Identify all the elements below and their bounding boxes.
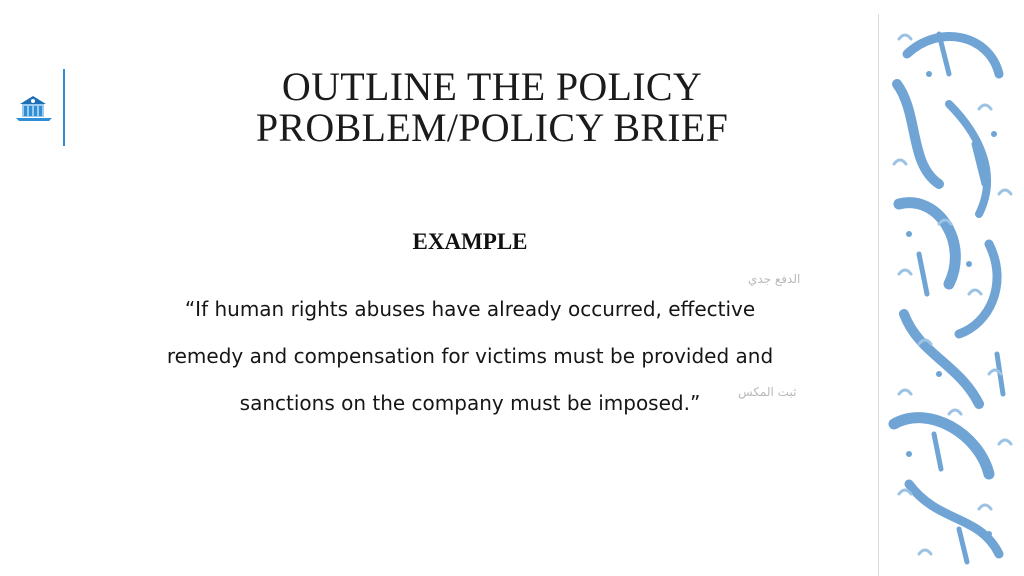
watermark-text-top: الدفع جدي [748, 272, 801, 286]
slide-title [140, 66, 844, 148]
vertical-divider [63, 69, 65, 146]
university-logo-icon [14, 94, 54, 122]
quote-line-1: “If human rights abuses have already occurred, effective [184, 297, 756, 321]
example-quote [108, 286, 832, 427]
quote-line-2: remedy and compensation for victims must be provided and [166, 344, 774, 368]
watermark-text-bottom: ثبت المكس [738, 385, 797, 399]
calligraphy-panel [878, 14, 1024, 576]
slide-title-line-2: PROBLEM/POLICY BRIEF [255, 105, 729, 150]
quote-line-3: sanctions on the company must be imposed.” [239, 391, 701, 415]
calligraphy-pattern-icon [879, 14, 1024, 576]
example-heading: EXAMPLE [412, 229, 528, 254]
slide-title-line-1: OUTLINE THE POLICY [281, 64, 703, 109]
